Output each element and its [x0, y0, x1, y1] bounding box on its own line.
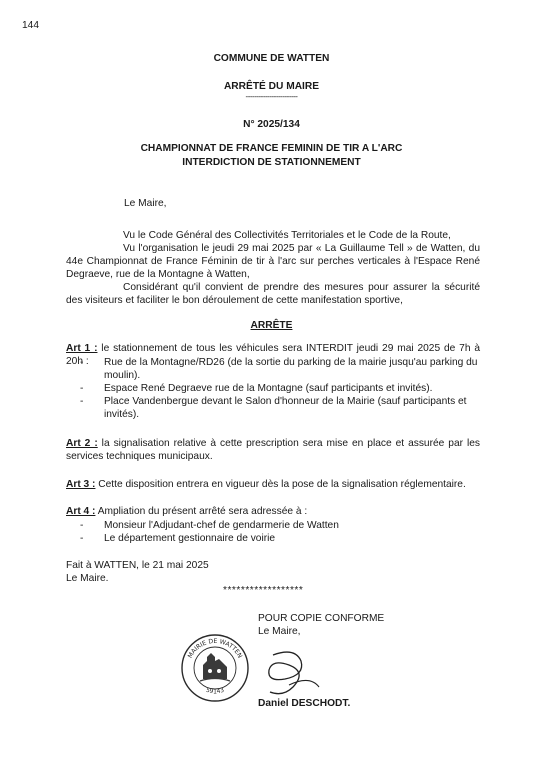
mairie-seal-icon [180, 633, 250, 703]
article-1-label: Art 1 : [66, 343, 98, 354]
copie-le-maire: Le Maire, [258, 626, 301, 637]
list-item: - Espace René Degraeve rue de la Montagne (sauf participants et invités). [80, 382, 480, 395]
considerant: Considérant qu'il convient de prendre des mesures pour assurer la sécurité des visiteurs et faciliter le bon déroulement de cette manifestation sportive, [66, 282, 480, 306]
article-4 [66, 505, 480, 518]
intro-le-maire: Le Maire, [124, 198, 167, 209]
signatory-name: Daniel DESCHODT. [258, 698, 351, 709]
commune-name: COMMUNE DE WATTEN [213, 53, 330, 64]
list-item: - Rue de la Montagne/RD26 (de la sortie du parking de la mairie jusqu'au parking du moulin). [80, 356, 480, 382]
article-4-text: Ampliation du présent arrêté sera adressée à : [95, 506, 308, 517]
list-item: - Monsieur l'Adjudant-chef de gendarmerie de Watten [80, 519, 480, 532]
handwritten-signature-icon [255, 645, 330, 700]
list-item: - Le département gestionnaire de voirie [80, 532, 480, 545]
arrete-heading: ARRÊTE [250, 320, 293, 331]
article-2 [66, 437, 480, 463]
fait-a-watten: Fait à WATTEN, le 21 mai 2025 [66, 560, 209, 571]
seal-text-bottom: 59143 [205, 686, 225, 696]
article-1-text: le stationnement de tous les véhicules sera INTERDIT jeudi 29 mai 2025 de 7h à 20h : [66, 343, 480, 367]
article-1-list [80, 356, 480, 421]
subject-line-2: INTERDICTION DE STATIONNEMENT [182, 157, 361, 168]
closing-le-maire: Le Maire. [66, 573, 109, 584]
vu-organisation: Vu l'organisation le jeudi 29 mai 2025 par « La Guillaume Tell » de Watten, du 44e Championnat de France Féminin de tir à l'arc sur perches verticales à l'Espace René Degraeve, rue de la Montagne à Watten, [66, 243, 480, 280]
title-separator: ------------------------ [245, 92, 298, 101]
arrete-title: ARRÊTÉ DU MAIRE [223, 81, 320, 92]
article-2-label: Art 2 : [66, 438, 98, 449]
article-2-text: la signalisation relative à cette prescription sera mise en place et assurée par les services techniques municipaux. [66, 438, 481, 462]
arrete-number: N° 2025/134 [243, 119, 300, 130]
article-4-list [80, 519, 480, 545]
svg-text:59143 [205, 687, 225, 696]
seal-text-top: MAIRIE DE WATTEN [186, 637, 244, 660]
stars-separator: ****************** [223, 585, 304, 596]
subject-line-1: CHAMPIONNAT DE FRANCE FEMININ DE TIR A L'ARC [140, 143, 403, 154]
article-3-text: Cette disposition entrera en vigueur dès la pose de la signalisation réglementaire. [95, 479, 466, 490]
vu-code: Vu le Code Général des Collectivités Territoriales et le Code de la Route, [123, 230, 451, 241]
article-3 [66, 478, 480, 491]
article-4-label: Art 4 : [66, 506, 96, 517]
list-item: - Place Vandenbergue devant le Salon d'honneur de la Mairie (sauf participants et invités). [80, 395, 480, 421]
article-3-label: Art 3 : [66, 479, 96, 490]
page-number: 144 [22, 20, 39, 31]
copie-conforme: POUR COPIE CONFORME [258, 613, 385, 624]
